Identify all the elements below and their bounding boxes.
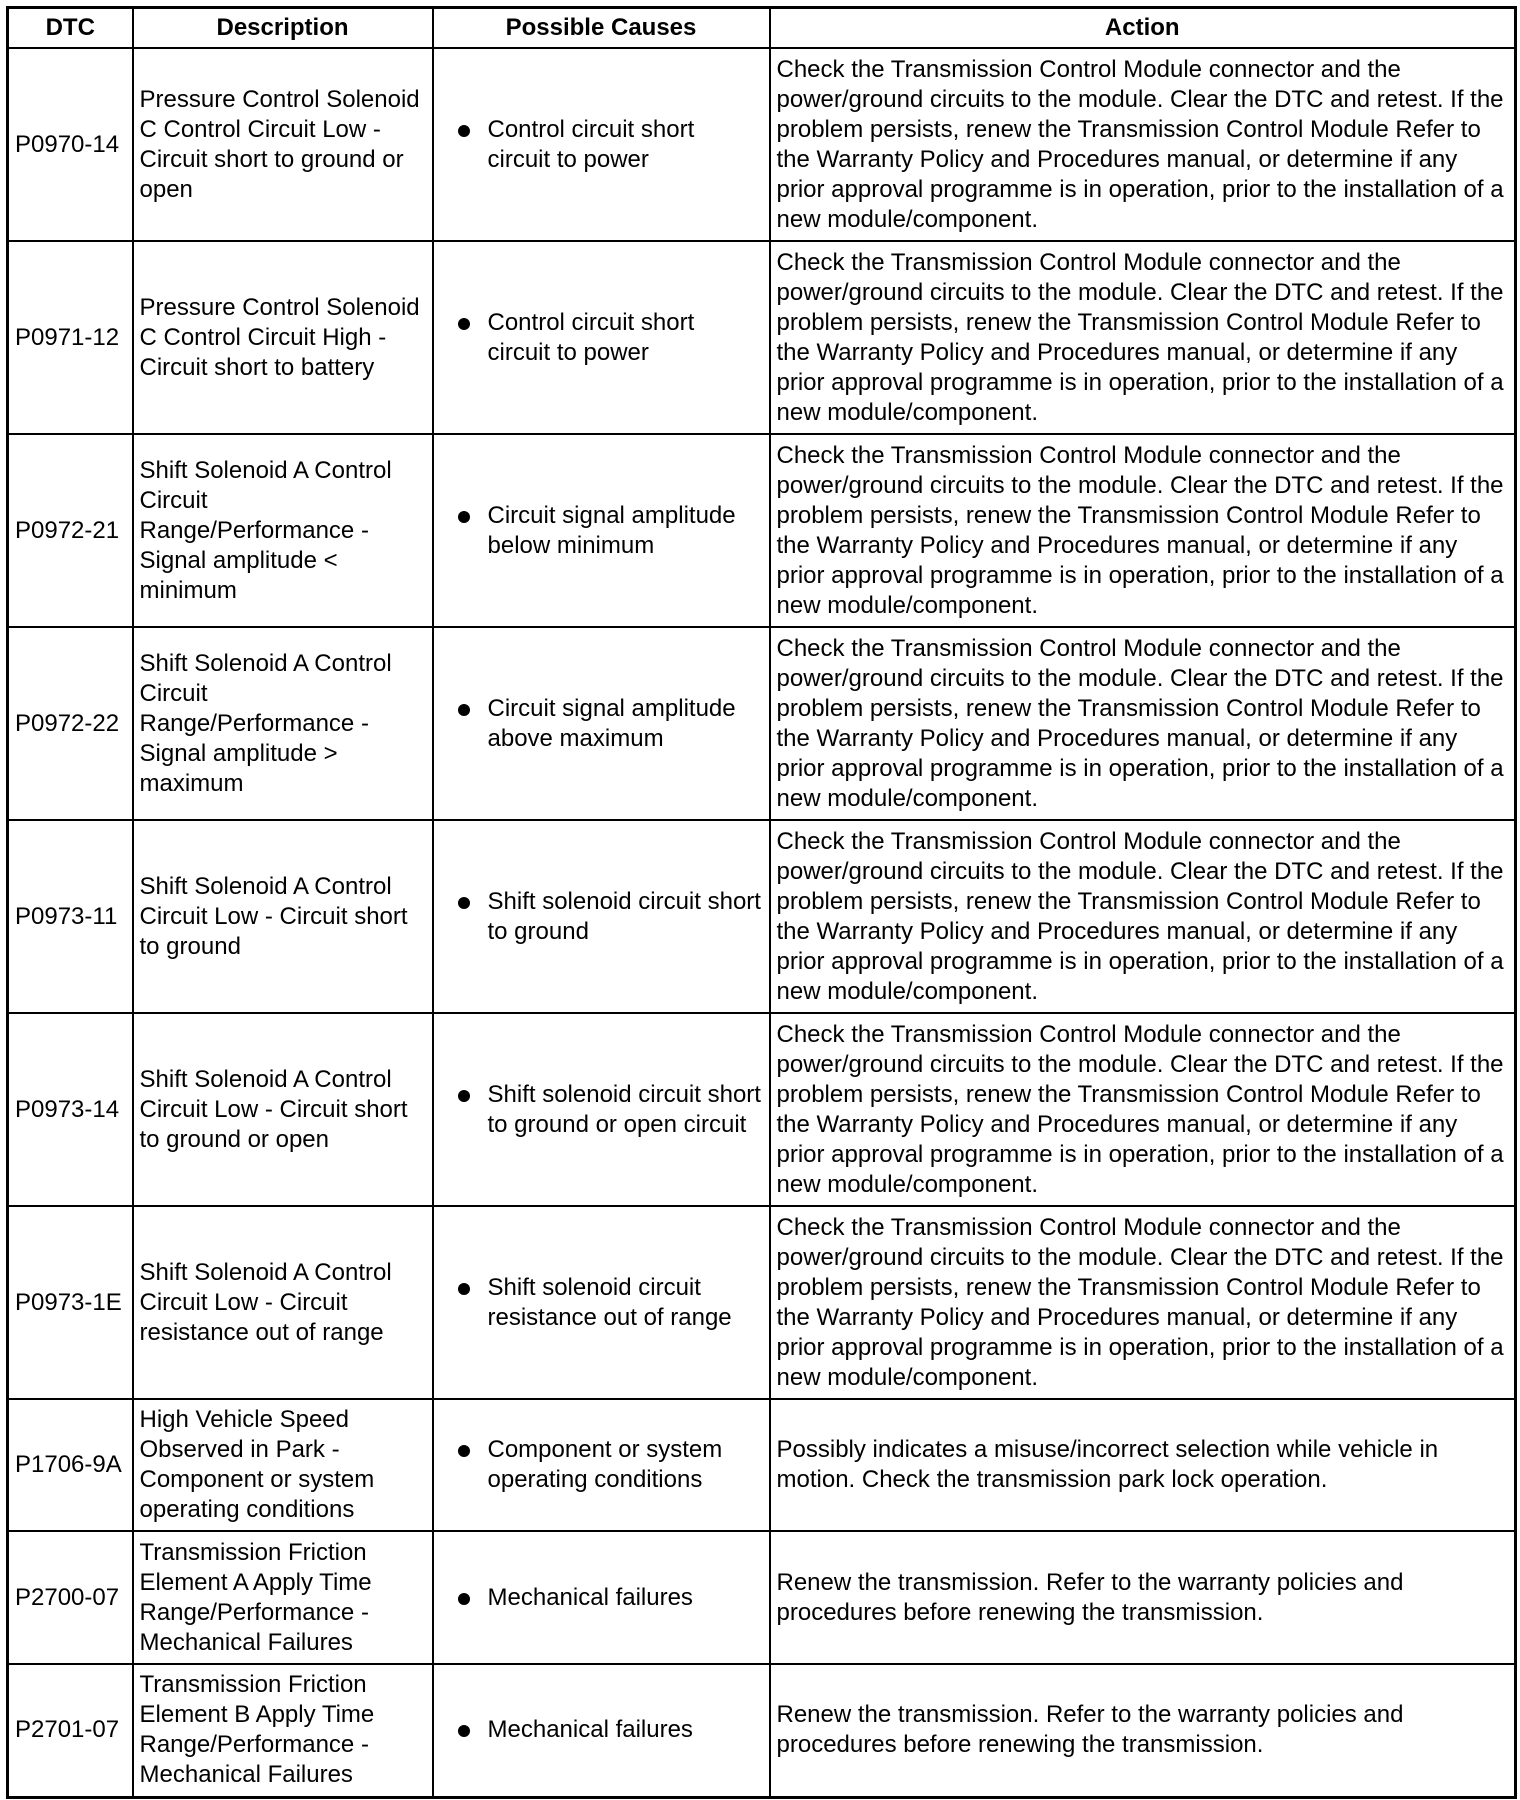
table-row xyxy=(8,1664,1516,1797)
dtc-action: Renew the transmission. Refer to the warranty policies and procedures before renewing the transmission. xyxy=(770,1531,1516,1664)
causes-list xyxy=(440,1080,763,1140)
header-description: Description xyxy=(133,8,433,49)
table-row xyxy=(8,241,1516,434)
dtc-description: Shift Solenoid A Control Circuit Low - Circuit short to ground or open xyxy=(133,1013,433,1206)
dtc-code: P1706-9A xyxy=(8,1399,133,1531)
dtc-action: Check the Transmission Control Module connector and the power/ground circuits to the module. Clear the DTC and retest. If the problem persists, renew the Transmission Control Module Refer to the Warranty Policy and Procedures manual, or determine if any prior approval programme is in operation, prior to the installation of a new module/component. xyxy=(770,627,1516,820)
cause-bullet-item: Shift solenoid circuit resistance out of range xyxy=(440,1273,763,1333)
possible-causes-cell xyxy=(433,1399,770,1531)
possible-causes-cell xyxy=(433,1013,770,1206)
dtc-description: Pressure Control Solenoid C Control Circuit High - Circuit short to battery xyxy=(133,241,433,434)
cause-bullet-item: Control circuit short circuit to power xyxy=(440,115,763,175)
dtc-description: High Vehicle Speed Observed in Park - Component or system operating conditions xyxy=(133,1399,433,1531)
cause-bullet-item: Circuit signal amplitude below minimum xyxy=(440,501,763,561)
dtc-code: P0973-14 xyxy=(8,1013,133,1206)
dtc-code: P0973-11 xyxy=(8,820,133,1013)
header-possible-causes: Possible Causes xyxy=(433,8,770,49)
causes-list xyxy=(440,501,763,561)
possible-causes-cell xyxy=(433,48,770,241)
causes-list xyxy=(440,887,763,947)
dtc-description: Transmission Friction Element A Apply Time Range/Performance - Mechanical Failures xyxy=(133,1531,433,1664)
dtc-description: Transmission Friction Element B Apply Time Range/Performance - Mechanical Failures xyxy=(133,1664,433,1797)
possible-causes-cell xyxy=(433,434,770,627)
causes-list xyxy=(440,1715,763,1745)
dtc-action: Check the Transmission Control Module connector and the power/ground circuits to the module. Clear the DTC and retest. If the problem persists, renew the Transmission Control Module Refer to the Warranty Policy and Procedures manual, or determine if any prior approval programme is in operation, prior to the installation of a new module/component. xyxy=(770,434,1516,627)
causes-list xyxy=(440,1273,763,1333)
dtc-action: Check the Transmission Control Module connector and the power/ground circuits to the module. Clear the DTC and retest. If the problem persists, renew the Transmission Control Module Refer to the Warranty Policy and Procedures manual, or determine if any prior approval programme is in operation, prior to the installation of a new module/component. xyxy=(770,48,1516,241)
dtc-action: Renew the transmission. Refer to the warranty policies and procedures before renewing the transmission. xyxy=(770,1664,1516,1797)
dtc-code: P2701-07 xyxy=(8,1664,133,1797)
dtc-table xyxy=(6,6,1517,1799)
dtc-code: P0971-12 xyxy=(8,241,133,434)
header-dtc: DTC xyxy=(8,8,133,49)
causes-list xyxy=(440,115,763,175)
cause-bullet-item: Shift solenoid circuit short to ground or open circuit xyxy=(440,1080,763,1140)
header-row xyxy=(8,8,1516,49)
dtc-action: Check the Transmission Control Module connector and the power/ground circuits to the module. Clear the DTC and retest. If the problem persists, renew the Transmission Control Module Refer to the Warranty Policy and Procedures manual, or determine if any prior approval programme is in operation, prior to the installation of a new module/component. xyxy=(770,820,1516,1013)
dtc-description: Shift Solenoid A Control Circuit Range/Performance - Signal amplitude < minimum xyxy=(133,434,433,627)
dtc-description: Shift Solenoid A Control Circuit Low - Circuit resistance out of range xyxy=(133,1206,433,1399)
table-row xyxy=(8,1399,1516,1531)
table-row xyxy=(8,627,1516,820)
dtc-code: P0972-22 xyxy=(8,627,133,820)
dtc-code: P2700-07 xyxy=(8,1531,133,1664)
table-row xyxy=(8,1206,1516,1399)
table-row xyxy=(8,434,1516,627)
causes-list xyxy=(440,694,763,754)
header-action: Action xyxy=(770,8,1516,49)
table-row xyxy=(8,820,1516,1013)
dtc-code: P0970-14 xyxy=(8,48,133,241)
possible-causes-cell xyxy=(433,1664,770,1797)
possible-causes-cell xyxy=(433,241,770,434)
cause-bullet-item: Control circuit short circuit to power xyxy=(440,308,763,368)
cause-bullet-item: Shift solenoid circuit short to ground xyxy=(440,887,763,947)
table-row xyxy=(8,1013,1516,1206)
possible-causes-cell xyxy=(433,1206,770,1399)
dtc-code: P0972-21 xyxy=(8,434,133,627)
cause-bullet-item: Mechanical failures xyxy=(440,1715,763,1745)
table-row xyxy=(8,48,1516,241)
dtc-description: Shift Solenoid A Control Circuit Low - Circuit short to ground xyxy=(133,820,433,1013)
possible-causes-cell xyxy=(433,627,770,820)
dtc-action: Check the Transmission Control Module connector and the power/ground circuits to the module. Clear the DTC and retest. If the problem persists, renew the Transmission Control Module Refer to the Warranty Policy and Procedures manual, or determine if any prior approval programme is in operation, prior to the installation of a new module/component. xyxy=(770,1206,1516,1399)
causes-list xyxy=(440,308,763,368)
dtc-description: Shift Solenoid A Control Circuit Range/Performance - Signal amplitude > maximum xyxy=(133,627,433,820)
possible-causes-cell xyxy=(433,1531,770,1664)
cause-bullet-item: Component or system operating conditions xyxy=(440,1435,763,1495)
cause-bullet-item: Mechanical failures xyxy=(440,1583,763,1613)
dtc-action: Check the Transmission Control Module connector and the power/ground circuits to the module. Clear the DTC and retest. If the problem persists, renew the Transmission Control Module Refer to the Warranty Policy and Procedures manual, or determine if any prior approval programme is in operation, prior to the installation of a new module/component. xyxy=(770,241,1516,434)
dtc-description: Pressure Control Solenoid C Control Circuit Low - Circuit short to ground or open xyxy=(133,48,433,241)
dtc-action: Possibly indicates a misuse/incorrect selection while vehicle in motion. Check the transmission park lock operation. xyxy=(770,1399,1516,1531)
causes-list xyxy=(440,1583,763,1613)
possible-causes-cell xyxy=(433,820,770,1013)
table-header xyxy=(8,8,1516,49)
table-row xyxy=(8,1531,1516,1664)
causes-list xyxy=(440,1435,763,1495)
dtc-action: Check the Transmission Control Module connector and the power/ground circuits to the module. Clear the DTC and retest. If the problem persists, renew the Transmission Control Module Refer to the Warranty Policy and Procedures manual, or determine if any prior approval programme is in operation, prior to the installation of a new module/component. xyxy=(770,1013,1516,1206)
dtc-code: P0973-1E xyxy=(8,1206,133,1399)
table-body xyxy=(8,48,1516,1797)
cause-bullet-item: Circuit signal amplitude above maximum xyxy=(440,694,763,754)
